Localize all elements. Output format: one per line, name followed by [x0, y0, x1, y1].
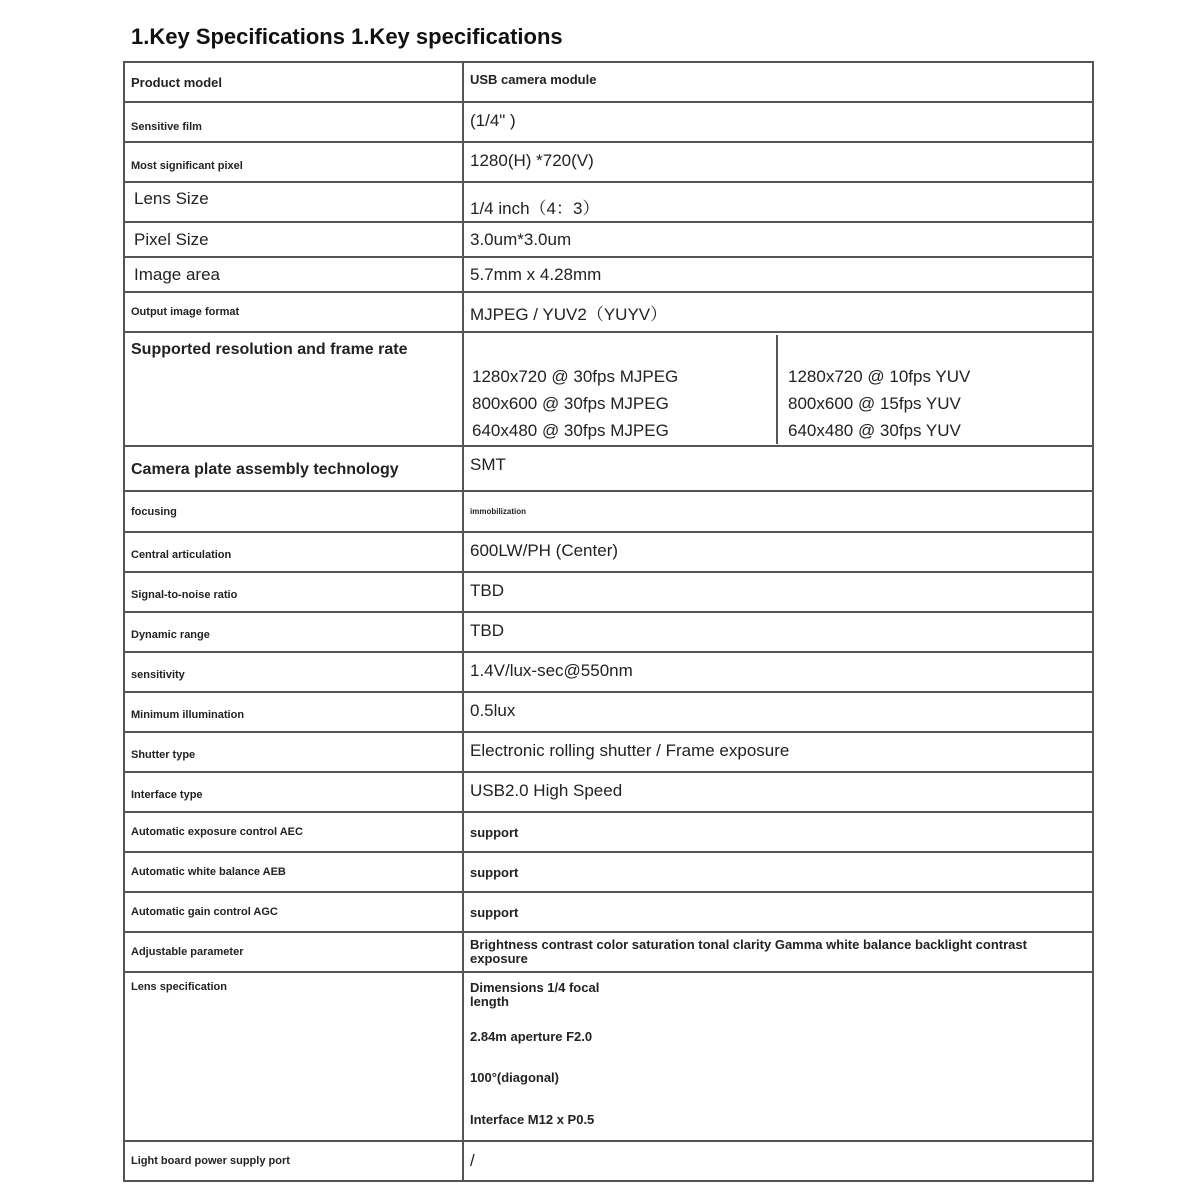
lens-spec-line: 2.84m aperture F2.0: [470, 1029, 593, 1044]
row-value: SMT: [463, 446, 1093, 491]
row-value: Electronic rolling shutter / Frame exposure: [463, 732, 1093, 772]
row-value: TBD: [463, 612, 1093, 652]
table-row: [124, 572, 1093, 612]
row-label: Automatic exposure control AEC: [124, 812, 463, 852]
row-value: (1/4" ): [463, 102, 1093, 142]
row-value: 0.5lux: [463, 692, 1093, 732]
row-label: Automatic gain control AGC: [124, 892, 463, 932]
resolution-cell: [463, 332, 1093, 446]
row-label: Image area: [124, 257, 463, 292]
row-value: /: [463, 1141, 1093, 1181]
table-row: [124, 332, 1093, 446]
row-value: USB2.0 High Speed: [463, 772, 1093, 812]
row-value: 1/4 inch（4：3）: [463, 182, 1093, 222]
row-label: Camera plate assembly technology: [124, 446, 463, 491]
row-label: Shutter type: [124, 732, 463, 772]
table-row: [124, 692, 1093, 732]
row-label: Minimum illumination: [124, 692, 463, 732]
row-label: Signal-to-noise ratio: [124, 572, 463, 612]
row-value: immobilization: [463, 491, 1093, 532]
table-row: [124, 652, 1093, 692]
row-value: 1.4V/lux-sec@550nm: [463, 652, 1093, 692]
table-row: [124, 292, 1093, 332]
lens-spec-line: Interface M12 x P0.5: [470, 1112, 595, 1127]
table-row: [124, 612, 1093, 652]
row-value: MJPEG / YUV2（YUYV）: [463, 292, 1093, 332]
table-row: [124, 222, 1093, 257]
row-value: support: [463, 852, 1093, 892]
row-label: Lens Size: [124, 182, 463, 222]
resolution-item: 640x480 @ 30fps YUV: [788, 420, 961, 440]
resolution-item: 800x600 @ 30fps MJPEG: [472, 393, 669, 413]
table-row: [124, 102, 1093, 142]
row-label: Adjustable parameter: [124, 932, 463, 972]
row-label: Supported resolution and frame rate: [124, 332, 463, 446]
table-row: [124, 972, 1093, 1141]
row-label: Output image format: [124, 292, 463, 332]
table-row: [124, 1141, 1093, 1181]
mjpeg-column: [464, 335, 776, 444]
resolution-item: 1280x720 @ 10fps YUV: [788, 366, 971, 386]
table-row: [124, 892, 1093, 932]
row-value: TBD: [463, 572, 1093, 612]
row-value: support: [463, 812, 1093, 852]
row-value: Brightness contrast color saturation tonal clarity Gamma white balance backlight contrast exposure: [463, 932, 1093, 972]
table-row: [124, 142, 1093, 182]
row-value: 600LW/PH (Center): [463, 532, 1093, 572]
yuv-column: [776, 335, 1092, 444]
row-label: Lens specification: [124, 972, 463, 1141]
row-label: Dynamic range: [124, 612, 463, 652]
row-value: support: [463, 892, 1093, 932]
table-row: [124, 491, 1093, 532]
row-label: Sensitive film: [124, 102, 463, 142]
lens-spec-line: Dimensions 1/4 focal length: [470, 980, 600, 1009]
page-title: 1.Key Specifications 1.Key specifications: [131, 24, 563, 49]
row-label: Most significant pixel: [124, 142, 463, 182]
table-row: [124, 62, 1093, 102]
table-row: [124, 772, 1093, 812]
row-label: Central articulation: [124, 532, 463, 572]
resolution-grid: [464, 335, 1092, 444]
row-label: Pixel Size: [124, 222, 463, 257]
row-label: Product model: [124, 62, 463, 102]
resolution-item: 640x480 @ 30fps MJPEG: [472, 420, 669, 440]
row-label: sensitivity: [124, 652, 463, 692]
row-value: USB camera module: [463, 62, 1093, 102]
row-value: 5.7mm x 4.28mm: [463, 257, 1093, 292]
row-label: focusing: [124, 491, 463, 532]
lens-spec-line: 100°(diagonal): [470, 1070, 559, 1085]
table-row: [124, 182, 1093, 222]
table-row: [124, 732, 1093, 772]
row-value: 1280(H) *720(V): [463, 142, 1093, 182]
row-label: Interface type: [124, 772, 463, 812]
resolution-item: 1280x720 @ 30fps MJPEG: [472, 366, 679, 386]
table-row: [124, 446, 1093, 491]
row-label: Light board power supply port: [124, 1141, 463, 1181]
lens-spec-cell: [463, 972, 1093, 1141]
resolution-item: 800x600 @ 15fps YUV: [788, 393, 961, 413]
table-row: [124, 257, 1093, 292]
table-row: [124, 932, 1093, 972]
spec-table: [123, 61, 1094, 1182]
table-row: [124, 532, 1093, 572]
row-label: Automatic white balance AEB: [124, 852, 463, 892]
table-row: [124, 852, 1093, 892]
row-value: 3.0um*3.0um: [463, 222, 1093, 257]
table-row: [124, 812, 1093, 852]
